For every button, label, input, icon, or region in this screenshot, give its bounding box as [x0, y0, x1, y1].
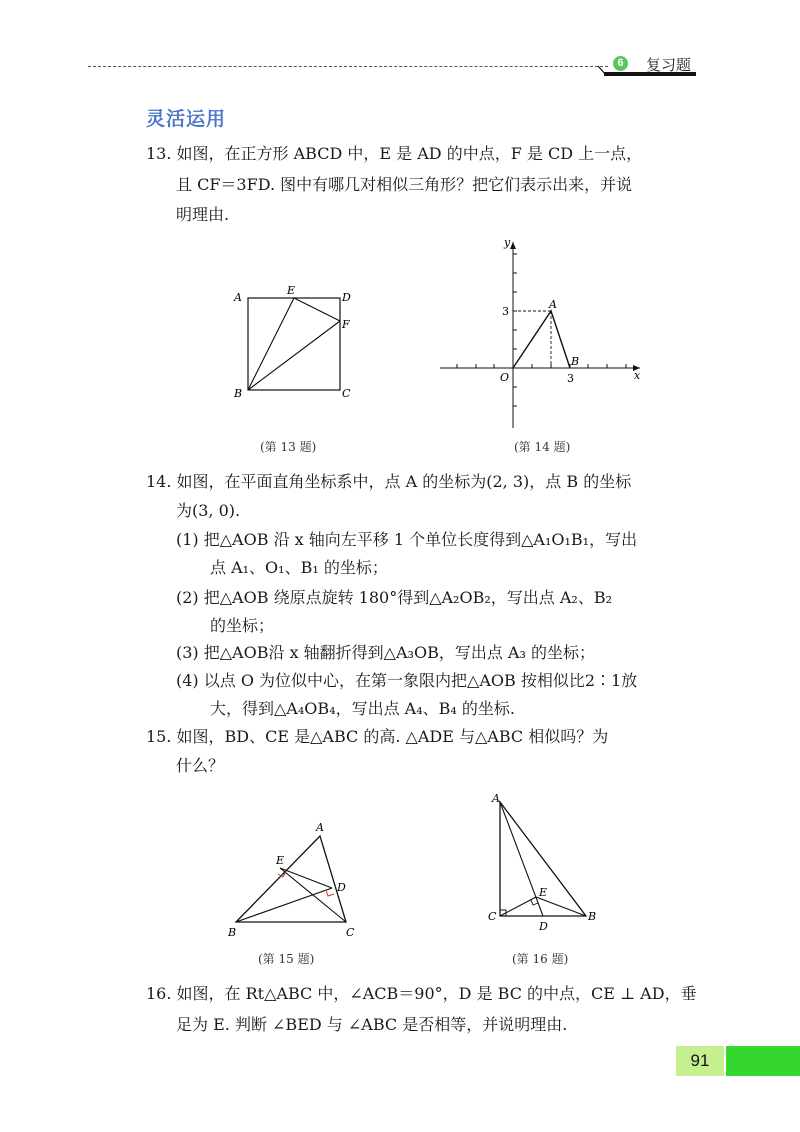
problem-14-line-1: 14. 如图，在平面直角坐标系中，点 A 的坐标为(2, 3)，点 B 的坐标	[146, 472, 632, 491]
square-abcd	[248, 298, 340, 390]
problem-13-line-3: 明理由.	[176, 205, 230, 224]
label-d: D	[539, 920, 548, 933]
problem-14-sub-4: (4) 以点 O 为位似中心，在第一象限内把△AOB 按相似比2∶1放	[176, 671, 638, 690]
page-number-bar	[726, 1046, 800, 1076]
problem-16-line-1: 16. 如图，在 Rt△ABC 中，∠ACB＝90°，D 是 BC 的中点，CE ⊥ AD，垂	[146, 984, 697, 1003]
label-b: B	[228, 926, 237, 939]
figure-16-caption: (第 16 题)	[512, 952, 569, 966]
label-e: E	[276, 854, 285, 867]
problem-14-sub-1-cont: 点 A₁、O₁、B₁ 的坐标；	[210, 558, 388, 577]
figure-15	[222, 816, 368, 942]
problem-14-sub-2: (2) 把△AOB 绕原点旋转 180°得到△A₂OB₂，写出点 A₂、B₂	[176, 588, 612, 607]
x-ticks	[457, 364, 626, 368]
label-a: A	[549, 298, 557, 311]
label-f: F	[342, 318, 350, 331]
label-x: x	[634, 369, 641, 382]
figure-13-caption: (第 13 题)	[260, 440, 317, 454]
y-axis-arrow	[510, 242, 516, 249]
label-c: C	[346, 926, 355, 939]
problem-15-line-1: 15. 如图，BD、CE 是△ABC 的高. △ADE 与△ABC 相似吗？为	[146, 727, 609, 746]
figure-14-caption: (第 14 题)	[514, 440, 571, 454]
label-a: A	[234, 291, 242, 304]
segment-de	[280, 868, 332, 888]
problem-13-line-2: 且 CF＝3FD. 图中有哪几对相似三角形？把它们表示出来，并说	[176, 175, 633, 194]
segment-be	[248, 298, 294, 390]
problem-14-line-2: 为(3, 0).	[176, 501, 241, 520]
right-angle-d	[326, 890, 334, 896]
segment-ad	[500, 802, 543, 916]
figure-16	[482, 790, 602, 936]
segment-ef	[294, 298, 340, 321]
label-y: y	[504, 236, 511, 249]
segment-ce	[280, 868, 346, 922]
figure-15-caption: (第 15 题)	[258, 952, 315, 966]
label-o: O	[500, 371, 510, 384]
chapter-title: 复习题	[646, 56, 692, 74]
header-dashed-rule	[88, 66, 608, 67]
problem-16-line-2: 足为 E. 判断 ∠BED 与 ∠ABC 是否相等，并说明理由.	[176, 1015, 568, 1034]
segment-bf	[248, 321, 340, 390]
label-e: E	[539, 886, 548, 899]
y-ticks	[513, 254, 517, 406]
label-c: C	[342, 387, 351, 400]
label-e: E	[287, 284, 296, 297]
problem-13-line-1: 13. 如图，在正方形 ABCD 中，E 是 AD 的中点，F 是 CD 上一点，	[146, 144, 643, 163]
page-number: 91	[676, 1046, 724, 1076]
label-d: D	[337, 881, 346, 894]
segment-ce	[500, 897, 536, 916]
label-b: B	[571, 355, 580, 368]
problem-14-sub-1: (1) 把△AOB 沿 x 轴向左平移 1 个单位长度得到△A₁O₁B₁，写出	[176, 530, 638, 549]
figure-14	[436, 236, 646, 432]
label-b: B	[588, 910, 597, 923]
label-3-y: 3	[502, 305, 509, 318]
problem-14-sub-2-cont: 的坐标；	[210, 616, 275, 635]
triangle-aob	[513, 311, 570, 368]
figure-13	[224, 280, 364, 404]
label-a: A	[492, 792, 500, 805]
problem-14-sub-4-cont: 大，得到△A₄OB₄，写出点 A₄、B₄ 的坐标.	[210, 699, 515, 718]
problem-14-sub-3: (3) 把△AOB沿 x 轴翻折得到△A₃OB，写出点 A₃ 的坐标；	[176, 643, 595, 662]
label-c: C	[488, 910, 497, 923]
chapter-number-badge: 6	[613, 56, 628, 71]
label-b: B	[234, 387, 243, 400]
section-title: 灵活运用	[146, 108, 227, 130]
label-d: D	[342, 291, 351, 304]
label-a: A	[316, 821, 324, 834]
segment-bd	[236, 888, 332, 922]
problem-15-line-2: 什么？	[176, 756, 225, 775]
label-3-x: 3	[567, 372, 574, 385]
